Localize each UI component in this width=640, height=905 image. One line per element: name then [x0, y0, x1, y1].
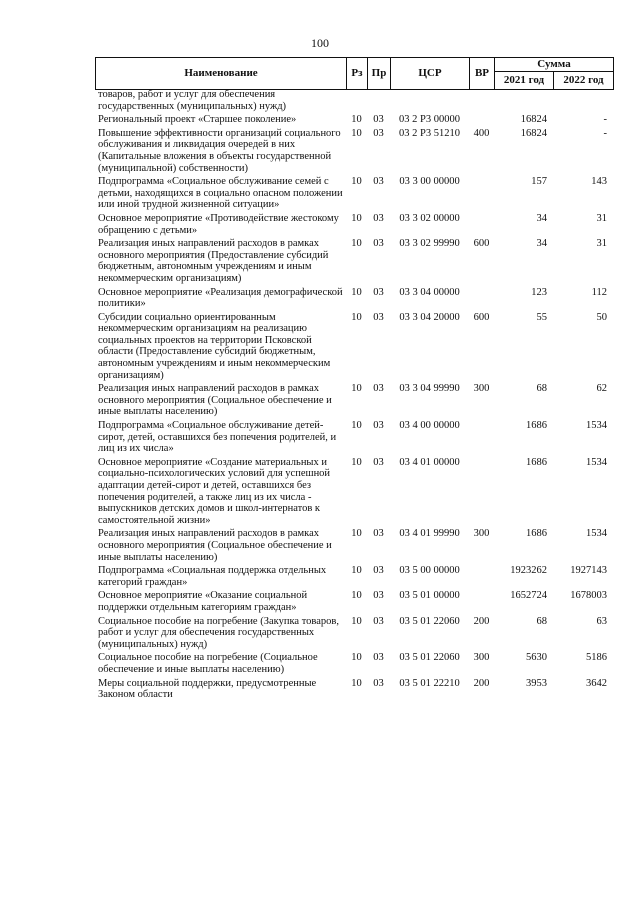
- cell-v2022: -: [603, 127, 607, 139]
- cell-rz: 10: [351, 311, 362, 323]
- table-row: [95, 616, 613, 653]
- cell-csr: 03 5 01 22210: [399, 677, 460, 689]
- cell-csr: 03 3 00 00000: [399, 176, 460, 188]
- cell-pr: 03: [373, 590, 384, 602]
- table-body: [95, 89, 613, 703]
- cell-v2022: 1678003: [570, 590, 607, 602]
- cell-name: Основное мероприятие «Противодействие жестокому обращению с детьми»: [98, 212, 339, 236]
- cell-csr: 03 3 04 20000: [399, 311, 460, 323]
- cell-vr: [469, 89, 494, 114]
- cell-v2022: 1534: [586, 420, 607, 432]
- table-row: [95, 652, 613, 677]
- cell-v2021: 1686: [526, 528, 547, 540]
- cell-v2021: 1686: [526, 420, 547, 432]
- cell-csr: 03 2 P3 51210: [399, 127, 460, 139]
- table-row: [95, 114, 613, 128]
- cell-csr: 03 3 04 99990: [399, 383, 460, 395]
- table-row: [95, 528, 613, 565]
- budget-table: [95, 89, 613, 703]
- cell-v2021: 68: [536, 383, 547, 395]
- cell-pr: 03: [373, 652, 384, 664]
- cell-name: Реализация иных направлений расходов в рамках основного мероприятия (Социальное обеспечение и иные выплаты населению): [98, 383, 332, 418]
- cell-v2022: 63: [596, 615, 607, 627]
- cell-rz: [346, 89, 367, 114]
- cell-csr: 03 3 04 00000: [399, 286, 460, 298]
- cell-csr: 03 3 02 99990: [399, 238, 460, 250]
- cell-vr: [469, 287, 494, 312]
- cell-pr: 03: [373, 383, 384, 395]
- table-row: [95, 238, 613, 286]
- cell-name: Реализация иных направлений расходов в рамках основного мероприятия (Социальное обеспечение и иные выплаты населению): [98, 528, 332, 563]
- cell-vr: [469, 114, 494, 128]
- table-row: [95, 287, 613, 312]
- cell-rz: 10: [351, 590, 362, 602]
- cell-vr: [469, 176, 494, 213]
- cell-v2022: -: [603, 114, 607, 126]
- cell-v2021: 16824: [520, 114, 547, 126]
- cell-rz: 10: [351, 652, 362, 664]
- header-name: Наименование: [96, 58, 347, 90]
- cell-v2021: 5630: [526, 652, 547, 664]
- cell-name: Основное мероприятие «Оказание социальной поддержки отдельным категориям граждан»: [98, 590, 308, 613]
- table-row: [95, 590, 613, 615]
- cell-v2022: 31: [596, 212, 607, 224]
- header-vr: ВР: [470, 58, 495, 90]
- page-number: 100: [311, 36, 329, 50]
- cell-rz: 10: [351, 420, 362, 432]
- cell-v2021: 1652724: [510, 590, 547, 602]
- cell-v2021: 68: [536, 615, 547, 627]
- cell-rz: 10: [351, 127, 362, 139]
- cell-rz: 10: [351, 456, 362, 468]
- cell-pr: 03: [373, 677, 384, 689]
- cell-name: Основное мероприятие «Создание материальных и социально-психологических условий для успешной адаптации детей-сирот и детей, оставшихся без попечения родителей, а также лиц из их числа - выпускников детских домов и школ-интернатов к самостоятельной жизни»: [98, 456, 331, 526]
- cell-vr: [469, 590, 494, 615]
- table-row: [95, 176, 613, 213]
- table-row: [95, 565, 613, 590]
- table-row: [95, 678, 613, 703]
- cell-v2022: [553, 89, 613, 114]
- cell-pr: 03: [373, 615, 384, 627]
- cell-vr: [469, 457, 494, 529]
- cell-csr: 03 5 00 00000: [399, 565, 460, 577]
- table-row: [95, 128, 613, 176]
- cell-v2021: 34: [536, 238, 547, 250]
- cell-name: Реализация иных направлений расходов в рамках основного мероприятия (Предоставление субсидий бюджетным, автономным учреждениям и иным некоммерческим организациям): [98, 238, 329, 284]
- cell-rz: 10: [351, 677, 362, 689]
- cell-v2022: 31: [596, 238, 607, 250]
- cell-csr: 03 4 01 99990: [399, 528, 460, 540]
- table-row: [95, 213, 613, 238]
- cell-rz: 10: [351, 383, 362, 395]
- cell-pr: 03: [373, 176, 384, 188]
- cell-vr: [469, 213, 494, 238]
- cell-v2022: 1534: [586, 528, 607, 540]
- header-pr: Пр: [368, 58, 391, 90]
- cell-name: Подпрограмма «Социальное обслуживание детей-сирот, детей, оставшихся без попечения родителей, и лиц из их числа»: [98, 420, 337, 455]
- cell-v2022: 1927143: [570, 565, 607, 577]
- header-2022: 2022 год: [554, 72, 614, 90]
- cell-pr: [367, 89, 390, 114]
- cell-csr: 03 2 P3 00000: [399, 114, 460, 126]
- header-2021: 2021 год: [495, 72, 554, 90]
- cell-v2022: 3642: [586, 677, 607, 689]
- cell-pr: 03: [373, 212, 384, 224]
- cell-csr: 03 4 01 00000: [399, 456, 460, 468]
- cell-rz: 10: [351, 238, 362, 250]
- cell-v2021: 1923262: [510, 565, 547, 577]
- table-row: [95, 457, 613, 529]
- cell-v2021: 3953: [526, 677, 547, 689]
- cell-v2021: [494, 89, 553, 114]
- table-row: [95, 89, 613, 114]
- cell-rz: 10: [351, 286, 362, 298]
- cell-v2022: 62: [596, 383, 607, 395]
- header-csr: ЦСР: [391, 58, 470, 90]
- cell-vr: [469, 565, 494, 590]
- table-row: [95, 312, 613, 384]
- cell-pr: 03: [373, 565, 384, 577]
- cell-vr: 200: [473, 615, 490, 627]
- cell-pr: 03: [373, 528, 384, 540]
- cell-v2022: 1534: [586, 456, 607, 468]
- cell-vr: 200: [473, 677, 490, 689]
- table-header: [95, 57, 614, 90]
- header-rz: Рз: [347, 58, 368, 90]
- cell-pr: 03: [373, 286, 384, 298]
- cell-v2021: 16824: [520, 127, 547, 139]
- cell-csr: [390, 89, 469, 114]
- cell-pr: 03: [373, 114, 384, 126]
- cell-pr: 03: [373, 420, 384, 432]
- cell-vr: 300: [473, 528, 490, 540]
- cell-rz: 10: [351, 528, 362, 540]
- cell-rz: 10: [351, 615, 362, 627]
- cell-name: Региональный проект «Старшее поколение»: [98, 114, 297, 126]
- cell-name: товаров, работ и услуг для обеспечения государственных (муниципальных) нужд): [98, 89, 287, 112]
- cell-csr: 03 5 01 00000: [399, 590, 460, 602]
- cell-v2021: 1686: [526, 456, 547, 468]
- table-row: [95, 383, 613, 420]
- cell-v2022: 143: [591, 176, 607, 188]
- cell-name: Подпрограмма «Социальная поддержка отдельных категорий граждан»: [98, 565, 327, 588]
- cell-v2021: 55: [536, 311, 547, 323]
- header-sum: Сумма: [495, 58, 614, 72]
- cell-csr: 03 4 00 00000: [399, 420, 460, 432]
- cell-v2022: 5186: [586, 652, 607, 664]
- cell-name: Основное мероприятие «Реализация демографической политики»: [98, 286, 343, 310]
- cell-v2022: 112: [591, 286, 607, 298]
- cell-vr: [469, 420, 494, 457]
- cell-pr: 03: [373, 238, 384, 250]
- cell-name: Субсидии социально ориентированным некоммерческим организациям на реализацию социальных проектов на территории Псковской области (Предоставление субсидий бюджетным, автономным учреждениям и иным некоммерческим организациям): [98, 311, 331, 381]
- cell-rz: 10: [351, 114, 362, 126]
- cell-name: Повышение эффективности организаций социального обслуживания и ликвидация очередей в них (Капитальные вложения в объекты государственной (муниципальной) собственности): [98, 127, 341, 174]
- cell-rz: 10: [351, 565, 362, 577]
- cell-csr: 03 3 02 00000: [399, 212, 460, 224]
- cell-pr: 03: [373, 127, 384, 139]
- cell-csr: 03 5 01 22060: [399, 652, 460, 664]
- cell-vr: 300: [473, 383, 490, 395]
- cell-csr: 03 5 01 22060: [399, 615, 460, 627]
- cell-rz: 10: [351, 212, 362, 224]
- cell-name: Социальное пособие на погребение (Социальное обеспечение и иные выплаты населению): [98, 652, 318, 675]
- cell-vr: 600: [473, 238, 490, 250]
- cell-rz: 10: [351, 176, 362, 188]
- cell-pr: 03: [373, 456, 384, 468]
- cell-name: Социальное пособие на погребение (Закупка товаров, работ и услуг для обеспечения государственных (муниципальных) нужд): [98, 615, 339, 650]
- cell-pr: 03: [373, 311, 384, 323]
- cell-v2021: 157: [531, 176, 547, 188]
- cell-v2022: 50: [596, 311, 607, 323]
- cell-vr: 600: [473, 311, 490, 323]
- cell-vr: 300: [473, 652, 490, 664]
- cell-v2021: 34: [536, 212, 547, 224]
- cell-name: Подпрограмма «Социальное обслуживание семей с детьми, находящихся в социально опасном положении или иной трудной жизненной ситуации»: [98, 176, 343, 211]
- table-row: [95, 420, 613, 457]
- cell-vr: 400: [473, 127, 490, 139]
- cell-v2021: 123: [531, 286, 547, 298]
- cell-name: Меры социальной поддержки, предусмотренные Законом области: [98, 677, 317, 701]
